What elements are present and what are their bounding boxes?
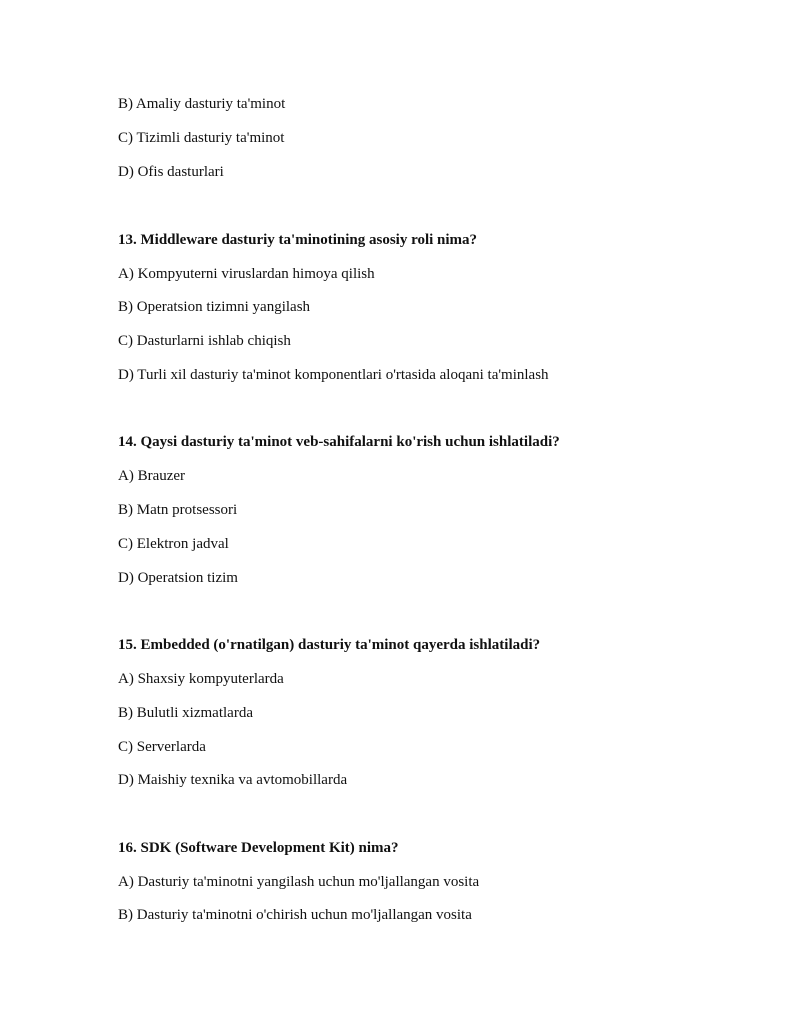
question-15-heading: 15. Embedded (o'rnatilgan) dasturiy ta'minot qayerda ishlatiladi? xyxy=(118,637,541,653)
option-c: C) Tizimli dasturiy ta'minot xyxy=(118,130,285,146)
question-15-option-d: D) Maishiy texnika va avtomobillarda xyxy=(118,772,348,788)
question-14-heading: 14. Qaysi dasturiy ta'minot veb-sahifalarni ko'rish uchun ishlatiladi? xyxy=(118,434,560,450)
question-15-option-c: C) Serverlarda xyxy=(118,739,206,755)
option-b: B) Amaliy dasturiy ta'minot xyxy=(118,96,286,112)
question-14-option-d: D) Operatsion tizim xyxy=(118,570,238,586)
question-13-option-a: A) Kompyuterni viruslardan himoya qilish xyxy=(118,266,375,282)
question-16-option-a: A) Dasturiy ta'minotni yangilash uchun mo'ljallangan vosita xyxy=(118,874,480,890)
question-13-option-d: D) Turli xil dasturiy ta'minot komponentlari o'rtasida aloqani ta'minlash xyxy=(118,367,549,383)
option-d: D) Ofis dasturlari xyxy=(118,164,224,180)
question-16-heading: 16. SDK (Software Development Kit) nima? xyxy=(118,840,399,856)
question-16-option-b: B) Dasturiy ta'minotni o'chirish uchun mo'ljallangan vosita xyxy=(118,907,472,923)
question-15-option-b: B) Bulutli xizmatlarda xyxy=(118,705,253,721)
question-13-option-c: C) Dasturlarni ishlab chiqish xyxy=(118,333,291,349)
question-14-option-b: B) Matn protsessori xyxy=(118,502,238,518)
question-14-option-a: A) Brauzer xyxy=(118,468,186,484)
question-15-option-a: A) Shaxsiy kompyuterlarda xyxy=(118,671,284,687)
question-13-heading: 13. Middleware dasturiy ta'minotining asosiy roli nima? xyxy=(118,232,478,248)
question-13-option-b: B) Operatsion tizimni yangilash xyxy=(118,299,311,315)
question-14-option-c: C) Elektron jadval xyxy=(118,536,229,552)
